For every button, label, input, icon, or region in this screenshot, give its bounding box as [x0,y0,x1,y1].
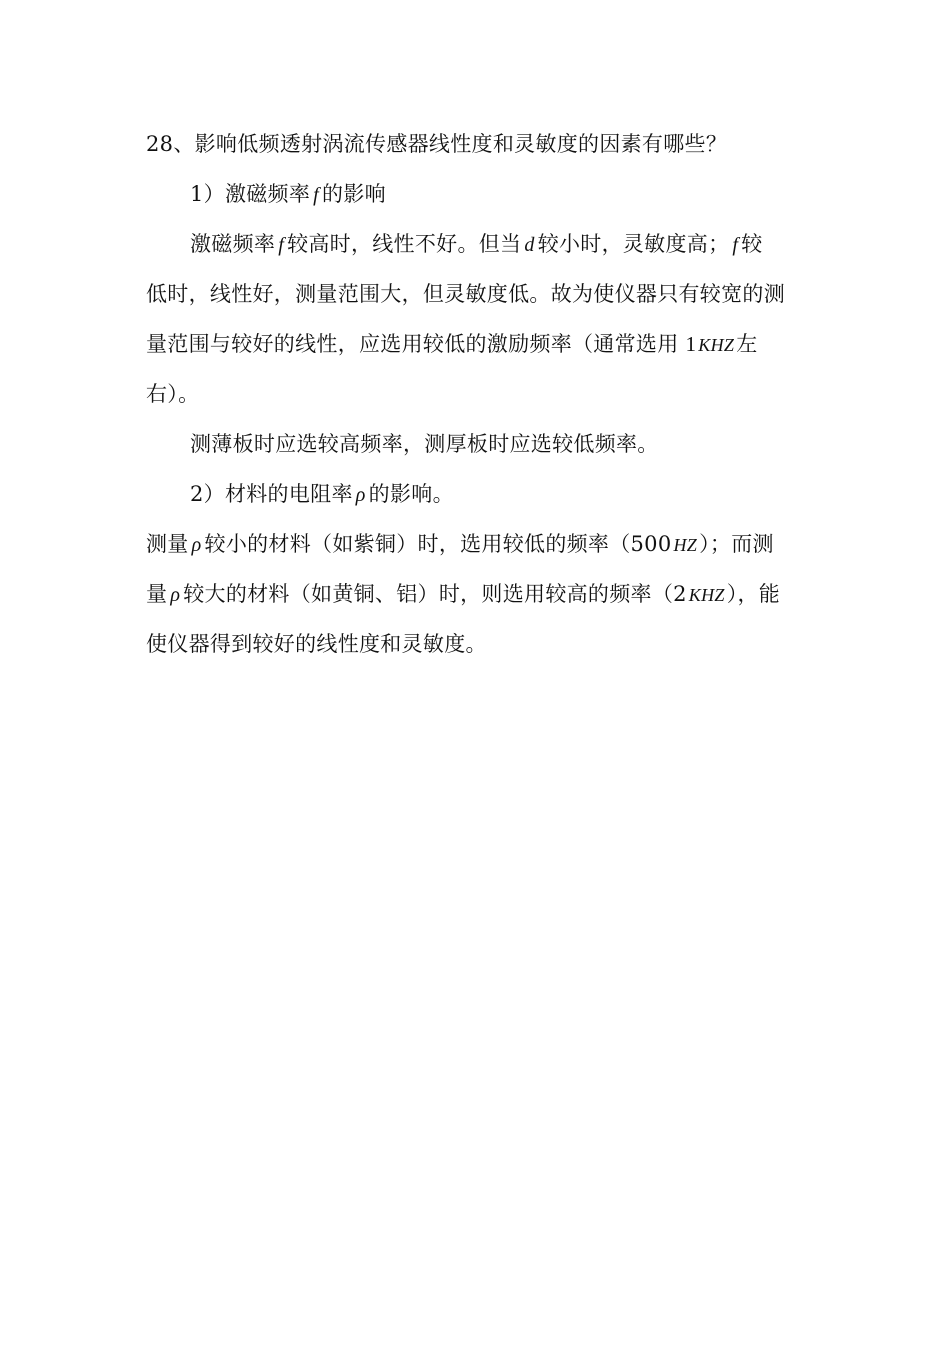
text-run: 低时，线性好，测量范围大，但灵敏度低。故为使仪器只有较宽的测 [146,282,785,306]
section2-heading-post: 的影响。 [368,482,454,506]
text-run: 右）。 [146,382,200,406]
distance-symbol: d [524,234,535,256]
section1-paragraph-line-3 [146,320,810,370]
text-run: 较小的材料（如紫铜）时，选用较低的频率（500 [204,532,672,556]
frequency-unit: KHZ [698,335,735,355]
section1-paragraph-line-2 [146,270,810,320]
section1-paragraph-2 [146,420,810,470]
section2-heading [146,470,810,520]
section2-paragraph-line-1 [146,520,810,570]
section1-paragraph-line-1 [146,220,810,270]
text-run: 测量 [146,532,189,556]
frequency-value: 1 [685,332,697,356]
text-run: 测薄板时应选较高频率，测厚板时应选较低频率。 [190,432,659,456]
text-run: 较小时，灵敏度高； [537,232,730,256]
text-run: 量范围与较好的线性，应选用较低的激励频率（通常选用 [146,332,679,356]
text-run: 激磁频率 [190,232,276,256]
resistivity-symbol: ρ [191,534,202,556]
resistivity-symbol: ρ [170,584,181,606]
frequency-symbol: f [278,234,285,256]
question-title-text: 28、影响低频透射涡流传感器线性度和灵敏度的因素有哪些？ [146,132,728,156]
text-run: 使仪器得到较好的线性度和灵敏度。 [146,632,487,656]
section1-heading-pre: 1）激磁频率 [190,182,311,206]
text-run: 左 [736,332,758,356]
text-run: ）；而测 [699,532,774,556]
section2-paragraph-line-3 [146,620,810,670]
text-run: ），能 [726,582,781,606]
section1-paragraph-line-4 [146,370,810,420]
resistivity-symbol: ρ [355,484,366,506]
question-title [146,120,810,170]
section2-paragraph-line-2 [146,570,810,620]
text-run: 较大的材料（如黄铜、铝）时，则选用较高的频率（2 [183,582,687,606]
frequency-symbol: f [732,234,739,256]
section2-heading-pre: 2）材料的电阻率 [190,482,353,506]
frequency-symbol: f [313,184,320,206]
section1-heading [146,170,810,220]
text-run: 量 [146,582,168,606]
answer-text [146,120,810,670]
text-run: 较高时，线性不好。但当 [287,232,522,256]
text-run: 较 [741,232,763,256]
frequency-unit: KHZ [688,585,725,605]
frequency-unit: HZ [673,535,698,555]
section1-heading-post: 的影响 [322,182,386,206]
